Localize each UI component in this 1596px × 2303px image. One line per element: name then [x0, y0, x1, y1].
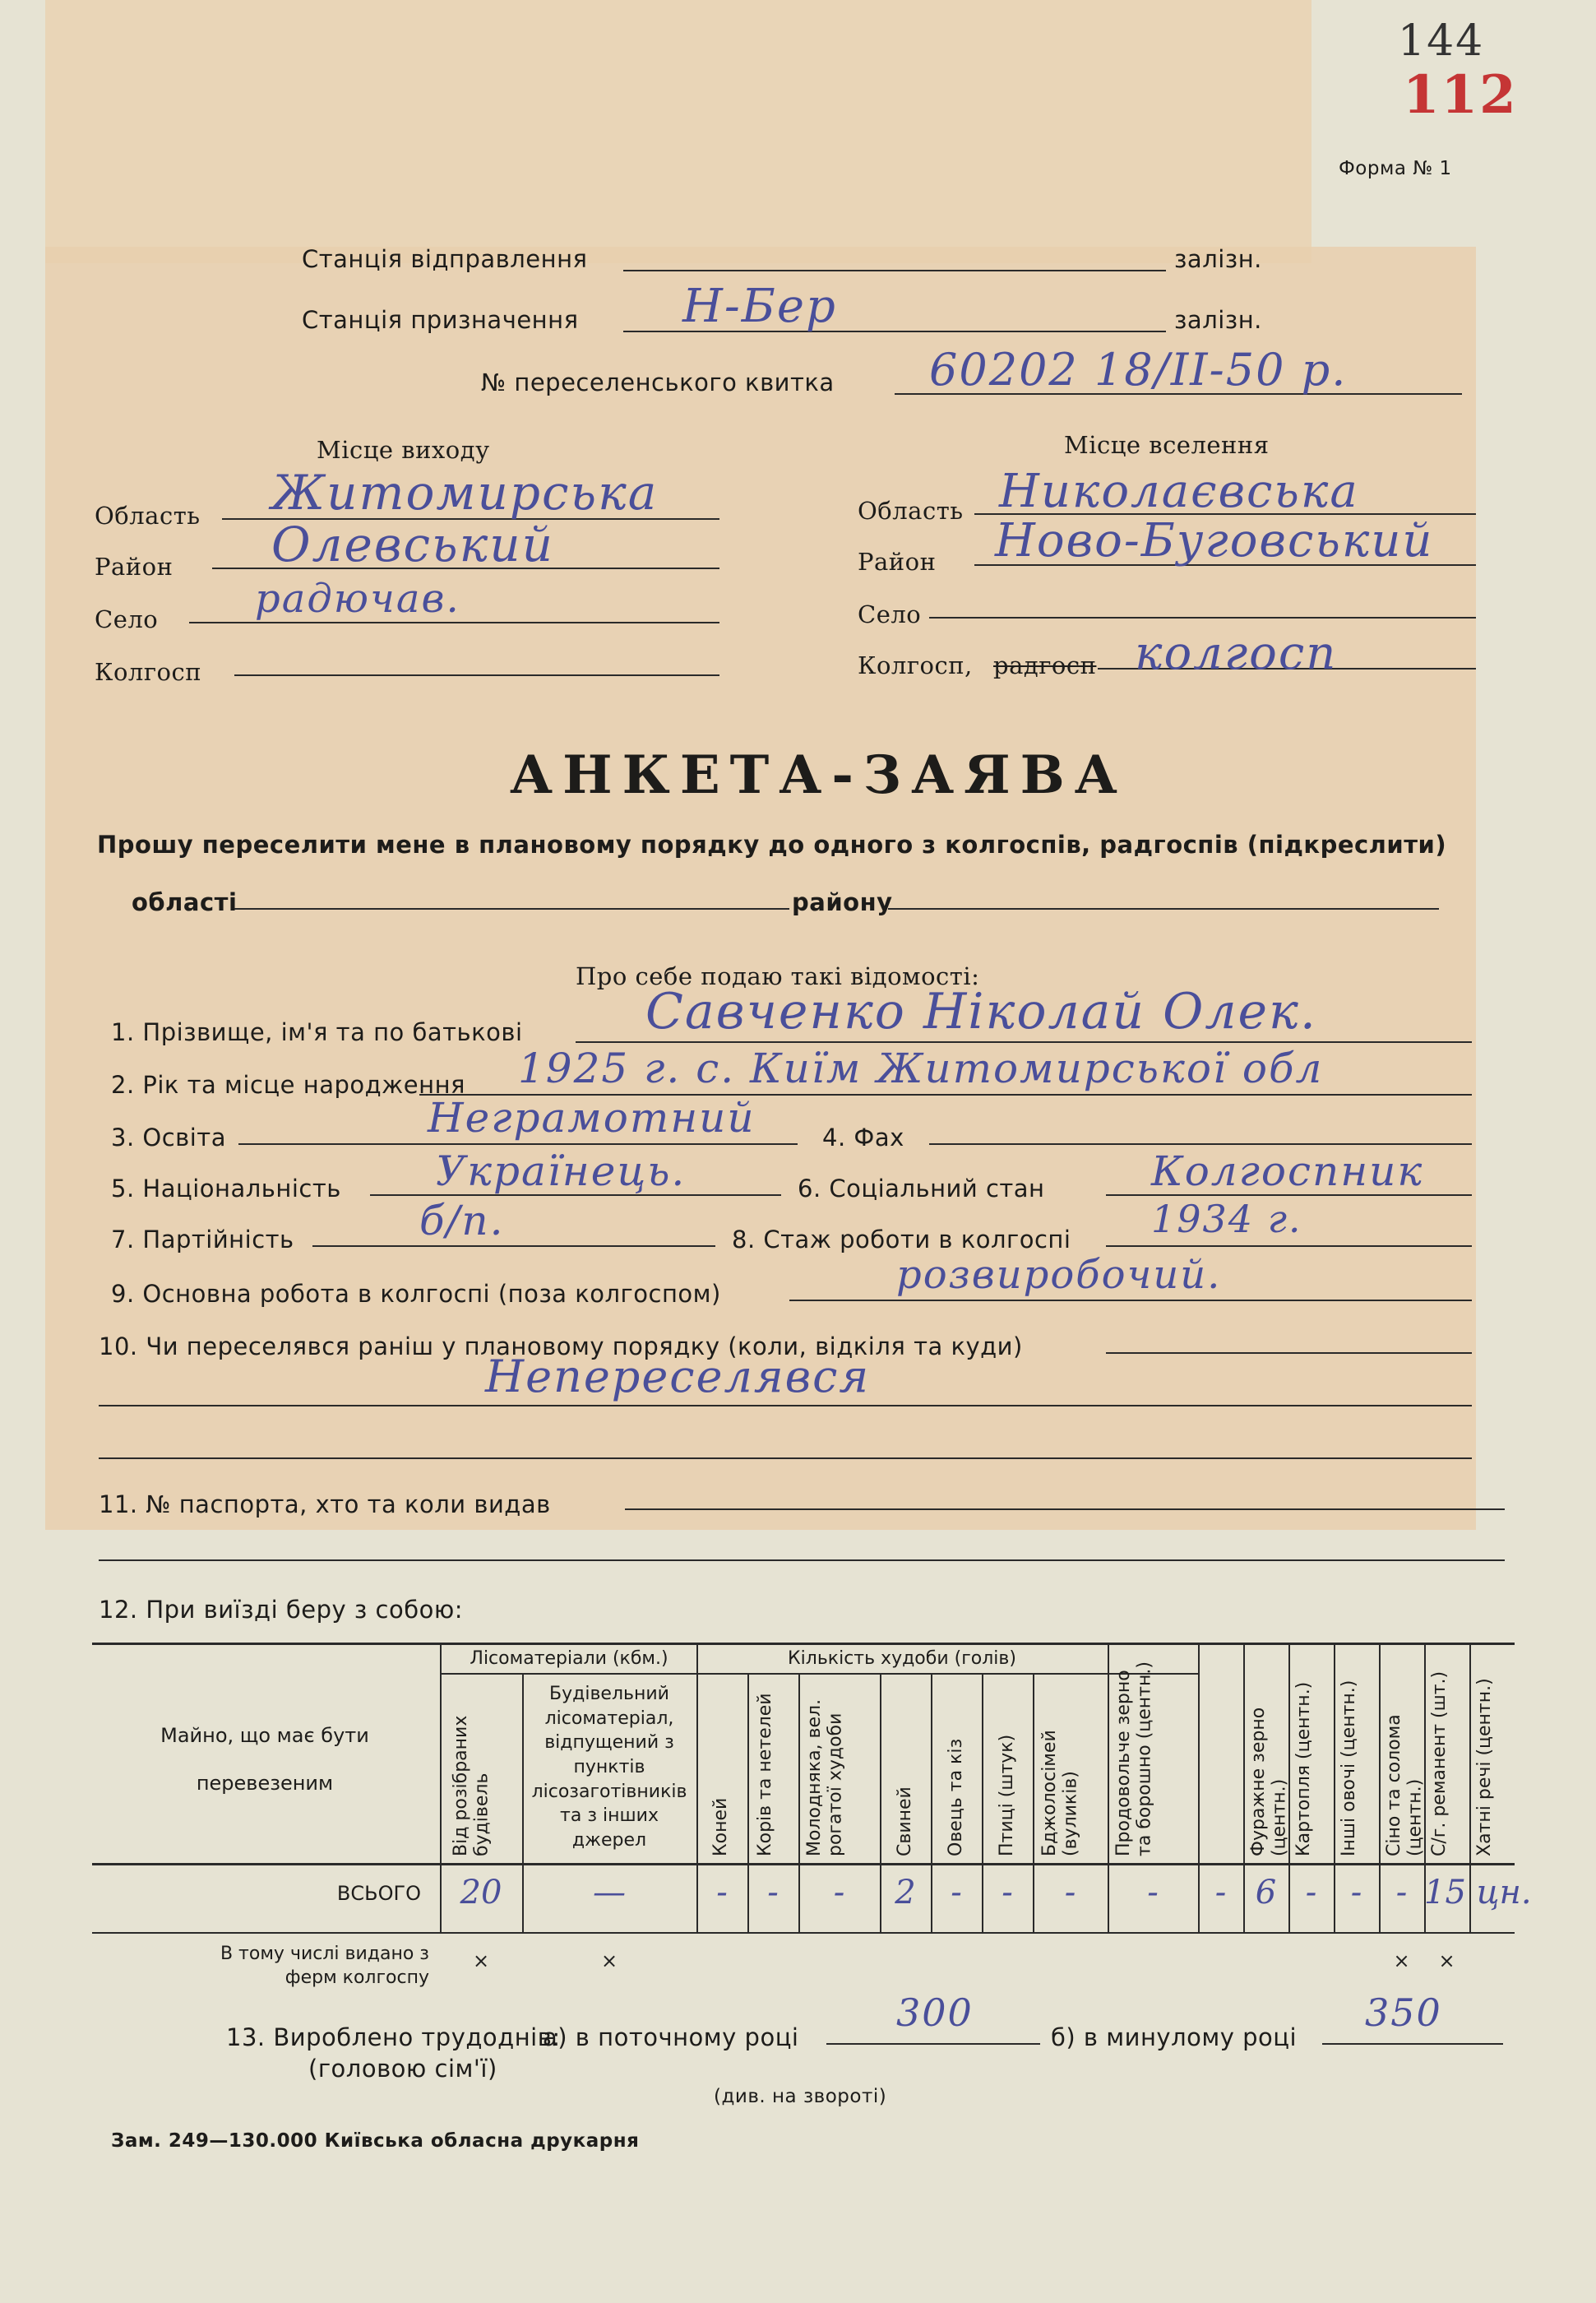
see-reverse: (див. на звороті) [714, 2086, 887, 2107]
total-cell: — [593, 1874, 626, 1911]
farm-cell: × [600, 1949, 618, 1972]
total-cell: - [1147, 1874, 1159, 1911]
col-header-5: Молодняка, вел. рогатої худоби [804, 1698, 846, 1856]
total-cell: 15 цн. [1424, 1874, 1532, 1911]
printer-imprint: Зам. 249—130.000 Київська обласна друкарня [111, 2130, 640, 2152]
request-raion-label: району [792, 888, 893, 916]
dest-village-label: Село [858, 600, 922, 628]
item-5-label: 5. Національність [111, 1175, 341, 1202]
workdays-current-label: а) в поточному році [543, 2023, 799, 2051]
workdays-label: 13. Вироблено трудоднів: [226, 2023, 561, 2051]
item-4-label: 4. Фах [822, 1124, 904, 1152]
origin-region-value: Житомирська [271, 465, 659, 521]
item-7-label: 7. Партійність [111, 1226, 294, 1253]
intro-text: Про себе подаю такі відомості: [576, 962, 980, 990]
item-6-value: Колгоспник [1151, 1147, 1424, 1195]
timber-group-header: Лісоматеріали (кбм.) [470, 1648, 668, 1669]
livestock-group-header: Кількість худоби (голів) [788, 1648, 1016, 1669]
request-text: Прошу переселити мене в плановому порядку до одного з колгоспів, радгоспів (підкреслити) [97, 831, 1447, 859]
col-header-1: Від розібраних будівель [451, 1715, 493, 1856]
origin-region-label: Область [95, 502, 201, 530]
dest-region-label: Область [858, 497, 964, 525]
dest-kolkhoz-value: колгосп [1135, 627, 1338, 680]
item-11-label: 11. № паспорта, хто та коли видав [99, 1490, 551, 1518]
item-7-value: б/п. [419, 1197, 505, 1244]
request-oblast-label: області [132, 888, 238, 916]
table-border [92, 1863, 1515, 1865]
item-4-line [929, 1143, 1472, 1145]
archive-number-corrected: 112 [1403, 64, 1518, 126]
dest-district-label: Район [858, 548, 937, 576]
total-cell: - [716, 1874, 728, 1911]
workdays-current-line [826, 2043, 1040, 2045]
item-8-label: 8. Стаж роботи в колгоспі [732, 1226, 1071, 1253]
item-5-value: Українець. [436, 1147, 687, 1195]
col-header-13: Інші овочі (центн.) [1339, 1680, 1359, 1856]
request-raion-line [888, 908, 1439, 910]
farm-cell: × [1438, 1949, 1455, 1972]
total-cell: 20 [460, 1874, 502, 1911]
destination-station-value: Н-Бер [682, 280, 837, 333]
row-farm-label: В тому числі видано з ферм колгоспу [220, 1944, 429, 1988]
archive-number-top: 144 [1398, 16, 1485, 66]
dest-district-value: Ново-Буговський [995, 514, 1434, 568]
item-11-line-2 [99, 1559, 1505, 1561]
workdays-past-line [1322, 2043, 1503, 2045]
form-title: АНКЕТА-ЗАЯВА [510, 744, 1127, 806]
item-9-label: 9. Основна робота в колгоспі (поза колгоспом) [111, 1280, 721, 1308]
railway-suffix: залізн. [1174, 306, 1262, 334]
col-header-11: Фуражне зерно (центн.) [1248, 1707, 1290, 1856]
total-cell: - [1064, 1874, 1076, 1911]
dest-region-value: Николаєвська [999, 465, 1359, 518]
item-10-line-3 [99, 1457, 1472, 1459]
farm-cell: × [1393, 1949, 1410, 1972]
departure-station-line [623, 270, 1166, 271]
origin-village-line [189, 622, 719, 623]
item-7-line [312, 1245, 715, 1247]
col-header-6: Свиней [895, 1786, 915, 1856]
destination-station-label: Станція призначення [302, 306, 579, 334]
item-8-value: 1934 г. [1151, 1197, 1302, 1241]
col-header-9: Бджолосімей (вуликів) [1039, 1730, 1081, 1856]
col-header-7: Овець та кіз [946, 1738, 966, 1856]
workdays-sub: (головою сім'ї) [308, 2055, 497, 2083]
item-12-label: 12. При виїзді беру з собою: [99, 1596, 464, 1624]
total-cell: - [1350, 1874, 1362, 1911]
col-header-8: Птиці (штук) [997, 1734, 1017, 1856]
origin-district-label: Район [95, 553, 173, 581]
item-11-line [625, 1508, 1505, 1510]
item-10-line-2 [99, 1405, 1472, 1406]
dest-kolkhoz-struck: радгосп [993, 651, 1097, 679]
dest-kolkhoz-label: Колгосп, [858, 651, 973, 679]
ticket-label: № переселенського квитка [481, 368, 835, 396]
origin-village-label: Село [95, 605, 159, 633]
property-header: Майно, що має бути перевезеним [160, 1724, 369, 1795]
workdays-current-value: 300 [896, 1990, 974, 2035]
item-6-label: 6. Соціальний стан [798, 1175, 1045, 1202]
total-cell: - [1305, 1874, 1317, 1911]
col-header-16: Хатні речі (центн.) [1474, 1678, 1495, 1856]
col-header-3: Коней [710, 1797, 731, 1856]
departure-station-label: Станція відправлення [302, 245, 588, 273]
workdays-past-value: 350 [1365, 1990, 1442, 2035]
item-10-value: Непереселявся [485, 1351, 871, 1402]
item-10-line [1106, 1352, 1472, 1354]
origin-kolkhoz-label: Колгосп [95, 658, 202, 686]
col-header-12: Картопля (центн.) [1293, 1681, 1314, 1856]
paper-stain [45, 0, 1311, 263]
ticket-value: 60202 18/II-50 р. [929, 344, 1348, 396]
item-9-value: розвиробочий. [896, 1252, 1222, 1298]
table-border [440, 1673, 1198, 1675]
total-cell: - [1395, 1874, 1408, 1911]
workdays-past-label: б) в минулому році [1051, 2023, 1298, 2051]
table-border [92, 1643, 1515, 1645]
item-1-line [576, 1041, 1472, 1043]
item-9-line [789, 1300, 1472, 1301]
item-3-line [238, 1143, 798, 1145]
total-cell: - [951, 1874, 962, 1911]
item-2-value: 1925 г. с. Киїм Житомирської обл [518, 1045, 1324, 1092]
total-cell: - [1002, 1874, 1013, 1911]
row-total-label: ВСЬОГО [336, 1882, 421, 1905]
total-cell: - [833, 1874, 845, 1911]
total-cell: - [1214, 1874, 1227, 1911]
item-2-label: 2. Рік та місце народження [111, 1071, 465, 1099]
item-3-label: 3. Освіта [111, 1124, 226, 1152]
origin-heading: Місце виходу [317, 436, 490, 464]
col-header-2: Будівельний лісоматеріал, відпущений з пунктів лісозаготівників та з інших джерел [531, 1684, 687, 1851]
item-3-value: Неграмотний [428, 1094, 756, 1142]
col-header-15: С/г. реманент (шт.) [1429, 1670, 1450, 1856]
total-cell: - [767, 1874, 779, 1911]
origin-district-value: Олевський [271, 517, 554, 572]
item-1-label: 1. Прізвище, ім'я та по батькові [111, 1018, 523, 1046]
col-header-4: Корів та нетелей [755, 1693, 775, 1856]
property-table [92, 1643, 1532, 1988]
table-border [92, 1932, 1515, 1934]
dest-village-line [929, 617, 1476, 619]
railway-suffix: залізн. [1174, 245, 1262, 273]
form-label: Форма № 1 [1339, 158, 1452, 179]
destination-heading: Місце вселення [1064, 431, 1270, 459]
col-header-14: Сіно та солома (центн.) [1384, 1714, 1426, 1856]
total-cell: 6 [1255, 1874, 1277, 1911]
col-header-10: Продовольче зерно та борошно (центн.) [1113, 1661, 1155, 1856]
request-oblast-line [234, 908, 789, 910]
item-8-line [1106, 1245, 1472, 1247]
origin-village-value: радючав. [255, 576, 460, 622]
item-10-label: 10. Чи переселявся раніш у плановому порядку (коли, відкіля та куди) [99, 1332, 1023, 1360]
farm-cell: × [472, 1949, 490, 1972]
origin-kolkhoz-line [234, 674, 719, 676]
item-1-value: Савченко Ніколай Олек. [645, 983, 1317, 1040]
total-cell: 2 [895, 1874, 916, 1911]
